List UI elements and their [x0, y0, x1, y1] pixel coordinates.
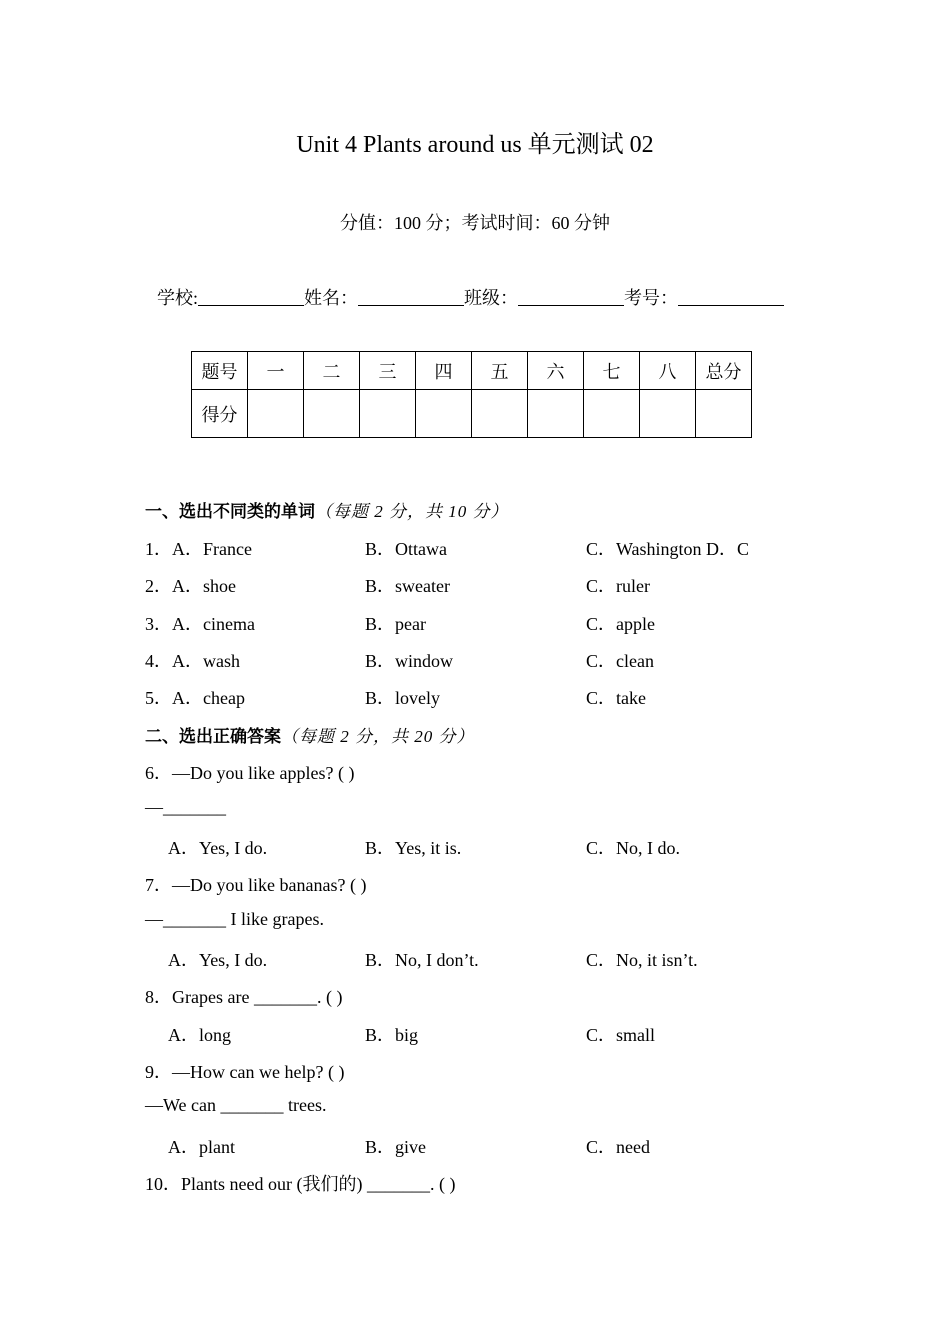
q3-option-b: B．pear: [365, 614, 426, 634]
student-info-line: [157, 284, 784, 310]
school-blank[interactable]: [198, 287, 304, 306]
score-header-cell: 总分: [696, 352, 752, 390]
school-label: 学校:: [157, 288, 199, 308]
score-cell[interactable]: [696, 390, 752, 438]
class-blank[interactable]: [518, 287, 624, 306]
q4-option-a: 4．A．wash: [145, 651, 240, 671]
q3-option-c: C．apple: [586, 614, 655, 634]
q6-option-b: B．Yes, it is.: [365, 838, 462, 858]
exam-subtitle: 分值：100 分；考试时间：60 分钟: [340, 213, 610, 233]
score-header-cell: 题号: [192, 352, 248, 390]
q2-option-c: C．ruler: [586, 576, 650, 596]
name-label: 姓名：: [304, 288, 359, 308]
section1-heading: [145, 497, 509, 522]
score-cell[interactable]: [360, 390, 416, 438]
q9-option-a: A．plant: [168, 1137, 235, 1157]
q4-option-c: C．clean: [586, 651, 654, 671]
q8-stem: 8．Grapes are _______. ( ): [145, 987, 343, 1007]
q7-stem: 7．—Do you like bananas? ( ): [145, 875, 367, 895]
q7-option-b: B．No, I don’t.: [365, 950, 479, 970]
q1-option-b: B．Ottawa: [365, 539, 447, 559]
score-header-cell: 七: [584, 352, 640, 390]
score-cell[interactable]: [304, 390, 360, 438]
q6-option-a: A．Yes, I do.: [168, 838, 268, 858]
score-table-header-row: [192, 352, 752, 390]
exam-no-label: 考号：: [624, 288, 679, 308]
class-label: 班级：: [464, 288, 519, 308]
q10-stem: 10．Plants need our (我们的) _______. ( ): [145, 1174, 456, 1194]
q8-option-b: B．big: [365, 1025, 419, 1045]
name-blank[interactable]: [358, 287, 464, 306]
score-table: [191, 351, 752, 438]
score-cell[interactable]: [528, 390, 584, 438]
score-cell[interactable]: [584, 390, 640, 438]
q6-stem: 6．—Do you like apples? ( ): [145, 763, 355, 783]
score-header-cell: 四: [416, 352, 472, 390]
score-header-cell: 一: [248, 352, 304, 390]
score-cell[interactable]: [472, 390, 528, 438]
q9-reply: —We can _______ trees.: [145, 1095, 327, 1115]
score-header-cell: 五: [472, 352, 528, 390]
page-title: Unit 4 Plants around us 单元测试 02: [296, 132, 654, 158]
score-header-cell: 八: [640, 352, 696, 390]
score-cell[interactable]: [640, 390, 696, 438]
section2-note: （每题 2 分，共 20 分）: [281, 727, 475, 746]
score-header-cell: 六: [528, 352, 584, 390]
q5-option-c: C．take: [586, 688, 646, 708]
q9-option-c: C．need: [586, 1137, 650, 1157]
score-row-label: 得分: [192, 390, 248, 438]
section2-title: 二、选出正确答案: [145, 727, 281, 746]
q5-option-b: B．lovely: [365, 688, 440, 708]
q8-option-c: C．small: [586, 1025, 656, 1045]
score-cell[interactable]: [248, 390, 304, 438]
q1-option-a: 1．A．France: [145, 539, 252, 559]
score-header-cell: 二: [304, 352, 360, 390]
q5-option-a: 5．A．cheap: [145, 688, 245, 708]
q9-option-b: B．give: [365, 1137, 426, 1157]
q7-option-a: A．Yes, I do.: [168, 950, 268, 970]
q6-reply: —_______: [145, 797, 226, 817]
q2-option-b: B．sweater: [365, 576, 450, 596]
q6-option-c: C．No, I do.: [586, 838, 680, 858]
exam-no-blank[interactable]: [678, 287, 784, 306]
q4-option-b: B．window: [365, 651, 454, 671]
score-table-score-row: [192, 390, 752, 438]
q2-option-a: 2．A．shoe: [145, 576, 236, 596]
q7-reply: —_______ I like grapes.: [145, 909, 324, 929]
q7-option-c: C．No, it isn’t.: [586, 950, 698, 970]
q9-stem: 9．—How can we help? ( ): [145, 1062, 345, 1082]
q8-option-a: A．long: [168, 1025, 231, 1045]
section2-heading: [145, 722, 475, 747]
score-header-cell: 三: [360, 352, 416, 390]
q1-option-c: C．Washington D．C: [586, 539, 750, 559]
score-cell[interactable]: [416, 390, 472, 438]
section1-title: 一、选出不同类的单词: [145, 502, 315, 521]
q3-option-a: 3．A．cinema: [145, 614, 255, 634]
section1-note: （每题 2 分，共 10 分）: [315, 502, 509, 521]
